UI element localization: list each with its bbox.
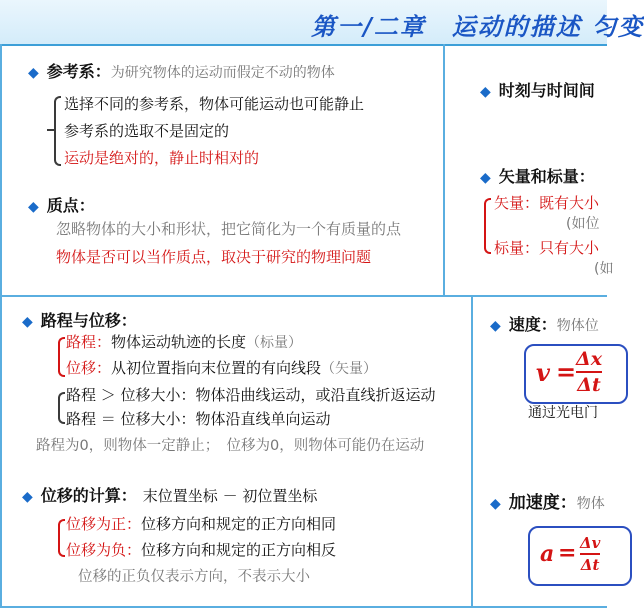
displacement-text: 从初位置指向末位置的有向线段 <box>111 359 322 377</box>
path-displacement-note: 路程为0，则物体一定静止； 位移为0，则物体可能仍在运动 <box>36 438 425 454</box>
diamond-bullet-icon: ◆ <box>22 489 33 505</box>
path-definition <box>66 332 302 353</box>
chapter-banner <box>0 0 644 46</box>
vector-definition: 矢量：既有大小 <box>494 194 600 212</box>
scalar-definition: 标量：只有大小 <box>494 239 600 257</box>
positive-label: 位移为正： <box>66 515 142 533</box>
displacement-calc-formula: 末位置坐标 － 初位置坐标 <box>142 487 318 505</box>
displacement-calc-title: 位移的计算： <box>40 486 137 505</box>
acceleration-desc: 物体 <box>576 496 605 512</box>
comparison-greater: 路程 ＞ 位移大小：物体沿曲线运动，或沿直线折返运动 <box>66 386 436 404</box>
divider-horizontal-middle <box>0 295 607 297</box>
velocity-denominator: Δt <box>577 374 601 396</box>
border-left <box>0 44 2 608</box>
path-tag: （标量） <box>246 335 303 351</box>
velocity-equals: = <box>556 357 577 386</box>
displacement-sign-bracket <box>58 519 65 557</box>
vector-example: (如位 <box>566 216 600 232</box>
reference-frame-desc: 为研究物体的运动而假定不动的物体 <box>110 65 335 81</box>
particle-note: 物体是否可以当作质点，取决于研究的物理问题 <box>56 248 372 266</box>
scalar-example: (如 <box>594 261 614 277</box>
chapter-title: 第一/二章 运动的描述 匀变 <box>311 12 644 41</box>
vector-scalar-title: 矢量和标量： <box>498 167 595 186</box>
reference-frame-item-2: 参考系的选取不是固定的 <box>64 122 230 140</box>
reference-frame-item-3: 运动是绝对的，静止时相对的 <box>64 149 260 167</box>
displacement-definition <box>66 358 377 379</box>
reference-frame-bracket-tick <box>47 129 54 131</box>
path-text: 物体运动轨迹的长度 <box>111 333 247 351</box>
diamond-bullet-icon: ◆ <box>22 314 33 330</box>
acceleration-symbol: a <box>540 541 555 567</box>
reference-frame-item-1: 选择不同的参考系，物体可能运动也可能静止 <box>64 95 365 113</box>
displacement-negative <box>66 540 336 560</box>
section-reference-frame-heading <box>28 62 335 83</box>
velocity-desc: 物体位 <box>556 318 599 334</box>
time-title: 时刻与时间间 <box>498 81 595 100</box>
diamond-bullet-icon: ◆ <box>28 65 39 81</box>
acceleration-numerator: Δv <box>580 533 600 555</box>
reference-frame-title: 参考系： <box>46 62 111 81</box>
divider-vertical-top <box>443 44 445 296</box>
section-time-heading <box>480 81 595 102</box>
particle-title: 质点： <box>46 196 95 215</box>
acceleration-denominator: Δt <box>580 556 600 574</box>
diamond-bullet-icon: ◆ <box>480 170 491 186</box>
velocity-formula-box <box>524 344 628 404</box>
positive-text: 位移方向和规定的正方向相同 <box>141 515 337 533</box>
displacement-tag: （矢量） <box>321 361 378 377</box>
velocity-symbol: v <box>536 358 550 387</box>
velocity-fraction <box>576 347 602 397</box>
comparison-bracket <box>58 392 65 424</box>
section-acceleration-heading <box>490 493 605 514</box>
path-displacement-title: 路程与位移： <box>40 311 137 330</box>
displacement-label: 位移： <box>66 359 112 377</box>
diamond-bullet-icon: ◆ <box>28 199 39 215</box>
diamond-bullet-icon: ◆ <box>490 318 501 334</box>
displacement-positive <box>66 514 336 534</box>
section-vector-heading <box>480 167 595 188</box>
divider-vertical-bottom <box>471 296 473 608</box>
section-velocity-heading <box>490 315 599 336</box>
negative-label: 位移为负： <box>66 541 142 559</box>
vector-scalar-bracket <box>484 198 491 254</box>
path-label: 路程： <box>66 333 112 351</box>
negative-text: 位移方向和规定的正方向相反 <box>141 541 337 559</box>
particle-desc: 忽略物体的大小和形状，把它简化为一个有质量的点 <box>56 220 402 238</box>
path-displacement-bracket <box>58 337 65 377</box>
velocity-numerator: Δx <box>576 347 602 373</box>
acceleration-formula-box <box>528 526 632 586</box>
section-particle-heading <box>28 196 95 217</box>
velocity-note: 通过光电门 <box>528 405 598 421</box>
diamond-bullet-icon: ◆ <box>480 84 491 100</box>
section-displacement-calc-heading <box>22 486 317 507</box>
diamond-bullet-icon: ◆ <box>490 496 501 512</box>
acceleration-fraction <box>580 533 600 575</box>
comparison-equal: 路程 ＝ 位移大小：物体沿直线单向运动 <box>66 410 331 428</box>
velocity-title: 速度： <box>508 315 557 334</box>
displacement-sign-note: 位移的正负仅表示方向，不表示大小 <box>78 569 310 585</box>
acceleration-equals: = <box>558 540 577 566</box>
acceleration-title: 加速度： <box>508 493 577 513</box>
section-path-displacement-heading <box>22 311 137 332</box>
reference-frame-bracket <box>54 96 61 166</box>
